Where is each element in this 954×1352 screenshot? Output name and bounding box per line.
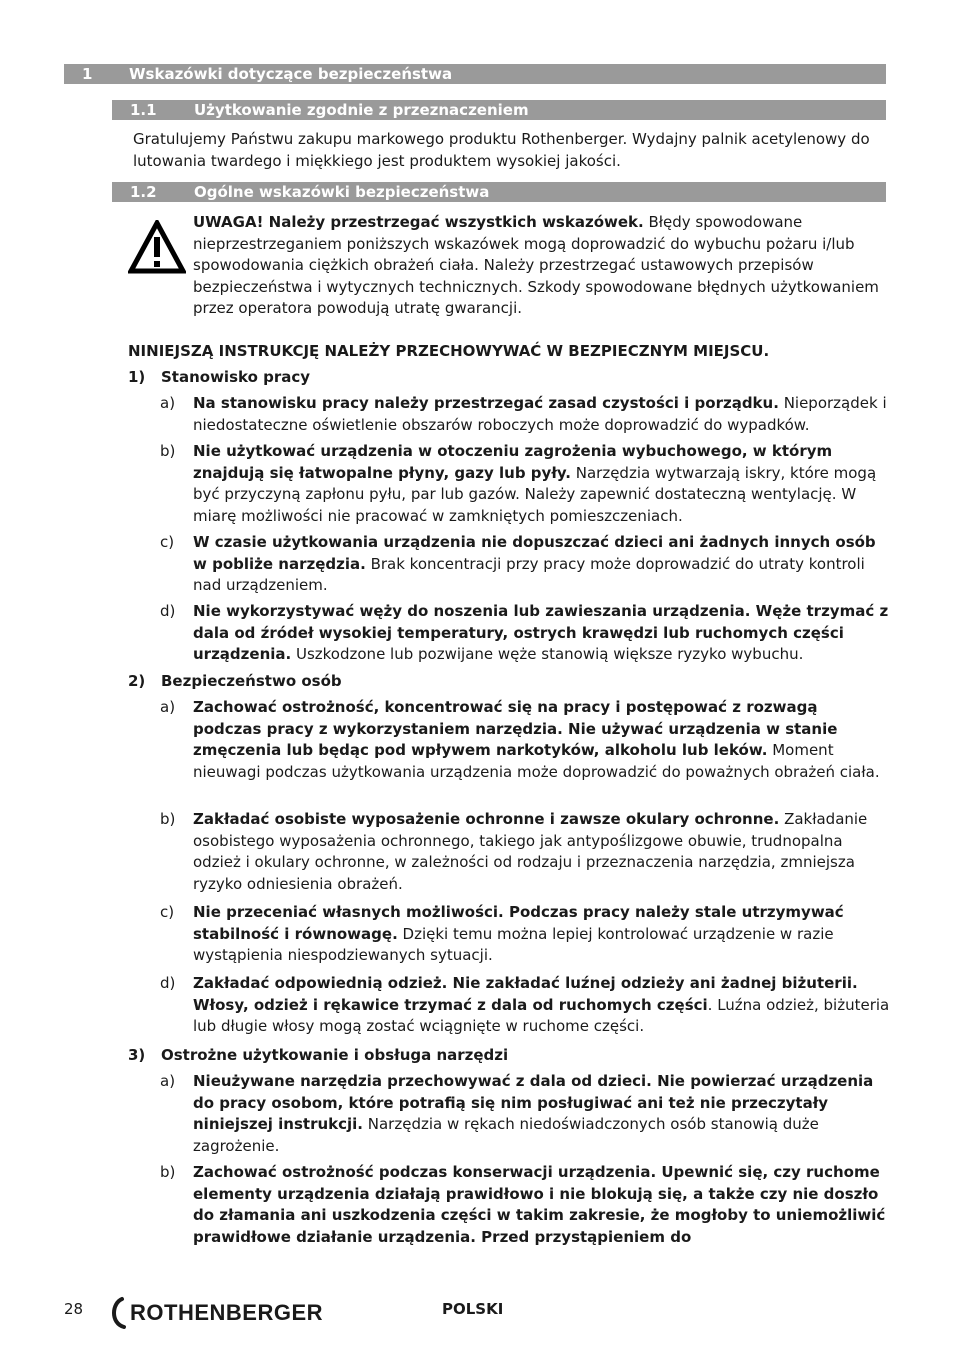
item-text: Dzięki temu można lepiej kontrolować urządzenie w razie wystąpienia niespodziewanych sytuacji. bbox=[193, 924, 834, 964]
section-heading bbox=[128, 367, 310, 389]
section-title: Ostrożne użytkowanie i obsługa narzędzi bbox=[161, 1046, 509, 1064]
list-item bbox=[160, 809, 890, 895]
item-letter: b) bbox=[160, 810, 176, 828]
item-letter: c) bbox=[160, 533, 175, 551]
item-letter: a) bbox=[160, 394, 176, 412]
item-text: Brak koncentracji przy pracy może doprowadzić do utraty kontroli nad urządzeniem. bbox=[193, 554, 865, 594]
heading-title: Ogólne wskazówki bezpieczeństwa bbox=[194, 183, 490, 201]
warning-text bbox=[193, 212, 893, 320]
item-bold: W czasie użytkowania urządzenia nie dopuszczać dzieci ani żadnych innych osób w pobliże narzędzia. bbox=[193, 533, 876, 573]
heading-number: 1 bbox=[82, 65, 93, 83]
item-text: Narzędzia wytwarzają iskry, które mogą być przyczyną zapłonu pyłu, par lub gazów. Należy zapewnić dostateczną wentylację. W miarę możliwości nie pracować w zamkniętych pomieszczeniach. bbox=[193, 463, 877, 525]
list-item bbox=[160, 1071, 890, 1157]
item-bold: Zakładać odpowiednią odzież. Nie zakładać luźnej odzieży ani żadnej biżuterii. Włosy, odzież i rękawice trzymać z dala od ruchomych części bbox=[193, 974, 858, 1014]
section-title: Bezpieczeństwo osób bbox=[161, 672, 342, 690]
item-letter: a) bbox=[160, 698, 176, 716]
item-bold: Nie użytkować urządzenia w otoczeniu zagrożenia wybuchowego, w którym znajdują się łatwopalne płyny, gazy lub pyły. bbox=[193, 442, 833, 482]
item-letter: c) bbox=[160, 903, 175, 921]
section-number: 1) bbox=[128, 368, 146, 386]
list-item bbox=[160, 532, 890, 597]
footer-language: POLSKI bbox=[442, 1300, 504, 1318]
section-number: 2) bbox=[128, 672, 146, 690]
warning-triangle-icon bbox=[128, 220, 186, 274]
list-item bbox=[160, 1162, 890, 1248]
item-letter: b) bbox=[160, 1163, 176, 1181]
item-letter: a) bbox=[160, 1072, 176, 1090]
item-text: . Luźna odzież, biżuteria lub długie włosy mogą zostać wciągnięte w ruchome części. bbox=[193, 995, 890, 1035]
list-item bbox=[160, 973, 890, 1038]
section-number: 3) bbox=[128, 1046, 146, 1064]
list-item bbox=[160, 393, 890, 436]
section-heading bbox=[128, 1045, 508, 1067]
warning-body: Błędy spowodowane nieprzestrzeganiem poniższych wskazówek mogą doprowadzić do wybuchu pożaru i/lub spowodowania ciężkich obrażeń ciała. Należy przestrzegać ustawowych przepisów bezpieczeństwa i wytycznych technicznych. Szkody spowodowane błędnych użytkowaniem przez operatora powodują utratę gwarancji. bbox=[193, 213, 879, 317]
heading-1-2 bbox=[112, 182, 886, 202]
page-number: 28 bbox=[64, 1300, 84, 1318]
item-text: Zakładanie osobistego wyposażenia ochronnego, takiego jak antypoślizgowe obuwie, trudnopalna odzież i okulary ochronne, w zależności od rodzaju i przeznaczenia narzędzia, zmniejsza ryzyko odniesienia obrażeń. bbox=[193, 810, 868, 893]
item-bold: Zachować ostrożność podczas konserwacji urządzenia. Upewnić się, czy ruchome elementy urządzenia działają prawidłowo i nie blokują się, a także czy nie doszło do złamania ani uszkodzenia części w takim zakresie, że mogłoby to uniemożliwić prawidłowe działanie urządzenia. Przed przystąpieniem do bbox=[193, 1163, 886, 1246]
rothenberger-logo bbox=[108, 1293, 348, 1331]
item-bold: Zachować ostrożność, koncentrować się na pracy i postępować z rozwagą podczas pracy z wykorzystaniem narzędzia. Nie używać urządzenia w stanie zmęczenia lub będąc pod wpływem narkotyków, alkoholu lub leków. bbox=[193, 698, 838, 759]
list-item bbox=[160, 441, 890, 527]
heading-number: 1.1 bbox=[130, 101, 157, 119]
heading-number: 1.2 bbox=[130, 183, 157, 201]
item-text: Moment nieuwagi podczas użytkowania urządzenia może doprowadzić do poważnych obrażeń ciała. bbox=[193, 741, 880, 781]
section-heading bbox=[128, 671, 342, 693]
item-letter: d) bbox=[160, 602, 176, 620]
intro-paragraph: Gratulujemy Państwu zakupu markowego produktu Rothenberger. Wydajny palnik acetylenowy do lutowania twardego i miękkiego jest produktem wysokiej jakości. bbox=[133, 130, 870, 170]
logo-text: ROTHENBERGER bbox=[130, 1300, 324, 1325]
heading-title: Użytkowanie zgodnie z przeznaczeniem bbox=[194, 101, 529, 119]
heading-title: Wskazówki dotyczące bezpieczeństwa bbox=[129, 65, 453, 83]
section-title: Stanowisko pracy bbox=[161, 368, 311, 386]
keep-notice: NINIEJSZĄ INSTRUKCJĘ NALEŻY PRZECHOWYWAĆ W BEZPIECZNYM MIEJSCU. bbox=[128, 342, 770, 360]
item-text: Uszkodzone lub pozwijane węże stanowią większe ryzyko wybuchu. bbox=[291, 645, 804, 663]
item-text: Narzędzia w rękach niedoświadczonych osób stanowią duże zagrożenie. bbox=[193, 1115, 819, 1155]
list-item bbox=[160, 902, 890, 967]
list-item bbox=[160, 601, 890, 666]
warning-bold: UWAGA! Należy przestrzegać wszystkich wskazówek. bbox=[193, 213, 644, 231]
item-bold: Zakładać osobiste wyposażenie ochronne i zawsze okulary ochronne. bbox=[193, 810, 780, 828]
item-bold: Na stanowisku pracy należy przestrzegać zasad czystości i porządku. bbox=[193, 394, 779, 412]
item-bold: Nie przeceniać własnych możliwości. Podczas pracy należy stale utrzymywać stabilność i równowagę. bbox=[193, 903, 844, 943]
list-item bbox=[160, 697, 890, 783]
item-bold: Nieużywane narzędzia przechowywać z dala od dzieci. Nie powierzać urządzenia do pracy osobom, które potrafią się nim posługiwać ani też nie przeczytały niniejszej instrukcji. bbox=[193, 1072, 874, 1133]
heading-1 bbox=[64, 64, 886, 84]
item-bold: Nie wykorzystywać węży do noszenia lub zawieszania urządzenia. Węże trzymać z dala od źródeł wysokiej temperatury, ostrych krawędzi lub ruchomych części urządzenia. bbox=[193, 602, 889, 663]
item-letter: b) bbox=[160, 442, 176, 460]
item-text: Nieporządek i niedostateczne oświetlenie obszarów roboczych może doprowadzić do wypadków. bbox=[193, 394, 887, 434]
item-letter: d) bbox=[160, 974, 176, 992]
heading-1-1 bbox=[112, 100, 886, 120]
